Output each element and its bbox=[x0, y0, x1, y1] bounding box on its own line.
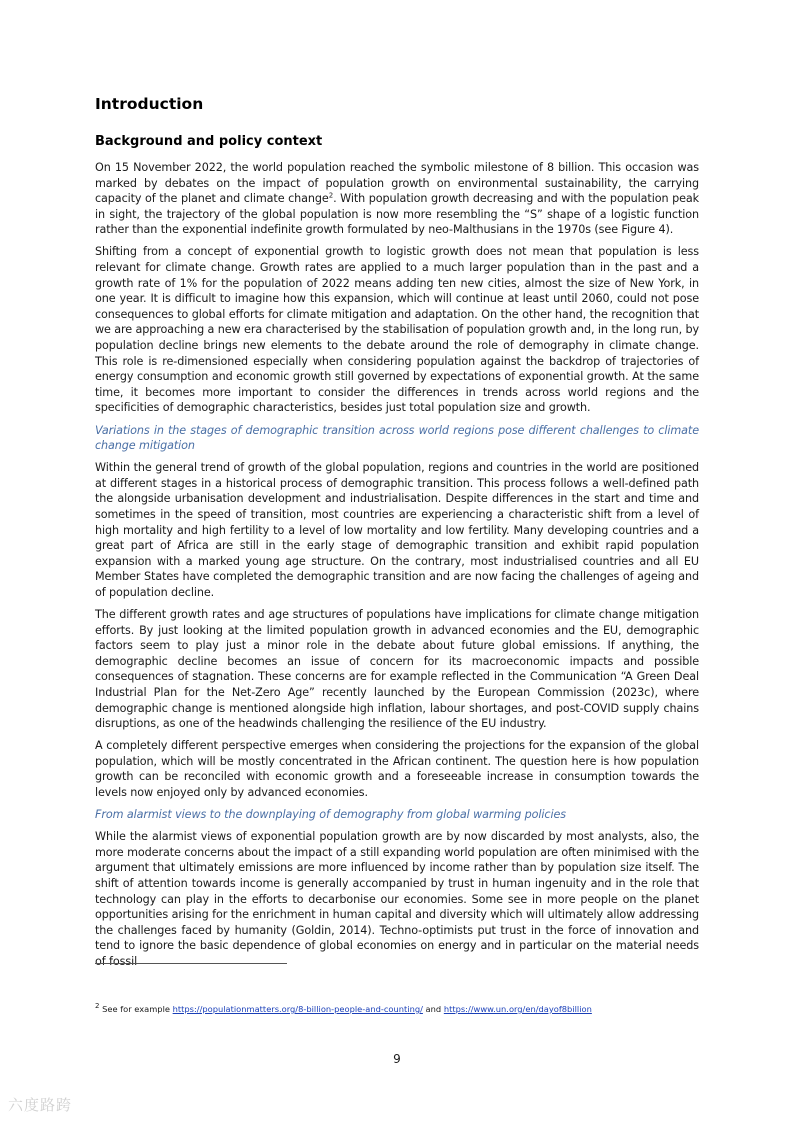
paragraph-1-text-b: . With population growth decreasing and with the population peak in sight, the trajectory of the global population is now more resembling the “S” shape of a logistic function rather than the exponential indefinite growth formulated by neo-Malthusians in the 1970s (see Figure 4). bbox=[95, 192, 699, 237]
paragraph-4: The different growth rates and age structures of populations have implications for climate change mitigation efforts. By just looking at the limited population growth in advanced economies and the EU, demographic factors seem to play just a minor role in the debate about future global emissions. If anything, the demographic decline becomes an issue of concern for its macroeconomic impacts and possible consequences of stagnation. These concerns are for example reflected in the Communication “A Green Deal Industrial Plan for the Net-Zero Age” recently launched by the European Commission (2023c), where demographic change is mentioned alongside high inflation, labour shortages, and post-COVID supply chains disruptions, as one of the headwinds challenging the resilience of the EU industry. bbox=[95, 608, 699, 731]
section-title: Introduction bbox=[95, 95, 204, 113]
footnote-link-populationmatters[interactable]: https://populationmatters.org/8-billion-people-and-counting/ bbox=[172, 1004, 423, 1014]
subsection-title: Background and policy context bbox=[95, 134, 323, 149]
subheading-demographic-transition: Variations in the stages of demographic transition across world regions pose different challenges to climate change mitigation bbox=[95, 423, 699, 453]
paragraph-1 bbox=[95, 160, 699, 238]
paragraph-2: Shifting from a concept of exponential growth to logistic growth does not mean that population is less relevant for climate change. Growth rates are applied to a much larger population than in the past and a growth rate of 1% for the population of 2022 means adding ten new cities, almost the size of New York, in one year. It is difficult to imagine how this expansion, which will continue at least until 2060, could not pose consequences to global efforts for climate mitigation and adaptation. On the other hand, the recognition that we are approaching a new era characterised by the stabilisation of population growth and, in the long run, by population decline brings new elements to the debate around the role of demography in climate change. This role is re-dimensioned especially when considering population against the backdrop of trajectories of energy consumption and economic growth still governed by expectations of exponential growth. At the same time, it becomes more important to consider the differences in trends across world regions and the specificities of demographic characteristics, besides just total population size and growth. bbox=[95, 245, 700, 415]
paragraph-6: While the alarmist views of exponential population growth are by now discarded by most analysts, also, the more moderate concerns about the impact of a still expanding world population are often minimised with the argument that ultimately emissions are more influenced by income rather than by population size itself. The shift of attention towards income is generally accompanied by trust in human ingenuity and in the role that technology can play in the efforts to decarbonise our economies. Some see in more people on the planet opportunities arising for the enrichment in human capital and diversity which will ultimately allow addressing the challenges faced by humanity (Goldin, 2014). Techno-optimists put trust in the force of innovation and tend to ignore the basic dependence of global economies on energy and in particular on the material needs of fossil bbox=[95, 830, 699, 968]
footnote-link-un[interactable]: https://www.un.org/en/dayof8billion bbox=[443, 1004, 592, 1014]
footnote-and: and bbox=[422, 1004, 444, 1014]
body-text bbox=[95, 160, 699, 976]
page-number: 9 bbox=[393, 1052, 401, 1066]
footnote-divider bbox=[95, 963, 287, 964]
watermark-logo: 六度路跨 bbox=[8, 1096, 73, 1114]
paragraph-3: Within the general trend of growth of the global population, regions and countries in the world are positioned at different stages in a historical process of demographic transition. This process follows a well-defined path the alongside urbanisation development and industrialisation. Despite differences in the start and time and sometimes in the speed of transition, most countries are experiencing a characteristic shift from a level of high mortality and high fertility to a level of low mortality and low fertility. Many developing countries and a great part of Africa are still in the early stage of demographic transition and exhibit rapid population expansion with a marked young age structure. On the contrary, most industrialised countries and all EU Member States have completed the demographic transition and are now facing the challenges of ageing and of population decline. bbox=[95, 461, 699, 599]
subheading-alarmist-views: From alarmist views to the downplaying of demography from global warming policies bbox=[95, 808, 567, 822]
footnote-ref[interactable]: 2 bbox=[328, 191, 334, 200]
footnote bbox=[95, 1004, 699, 1014]
paragraph-5: A completely different perspective emerges when considering the projections for the expansion of the global population, which will be mostly concentrated in the African continent. The question here is how population growth can be reconciled with economic growth and a foreseeable increase in consumption towards the levels now enjoyed only by advanced economies. bbox=[95, 739, 699, 800]
paragraph-1-text-a: On 15 November 2022, the world population reached the symbolic milestone of 8 billion. This occasion was marked by debates on the impact of population growth on environmental sustainability, the carrying capacity of the planet and climate change bbox=[95, 161, 699, 206]
footnote-number: 2 bbox=[95, 1002, 100, 1011]
footnote-prefix: See for example bbox=[99, 1004, 173, 1014]
